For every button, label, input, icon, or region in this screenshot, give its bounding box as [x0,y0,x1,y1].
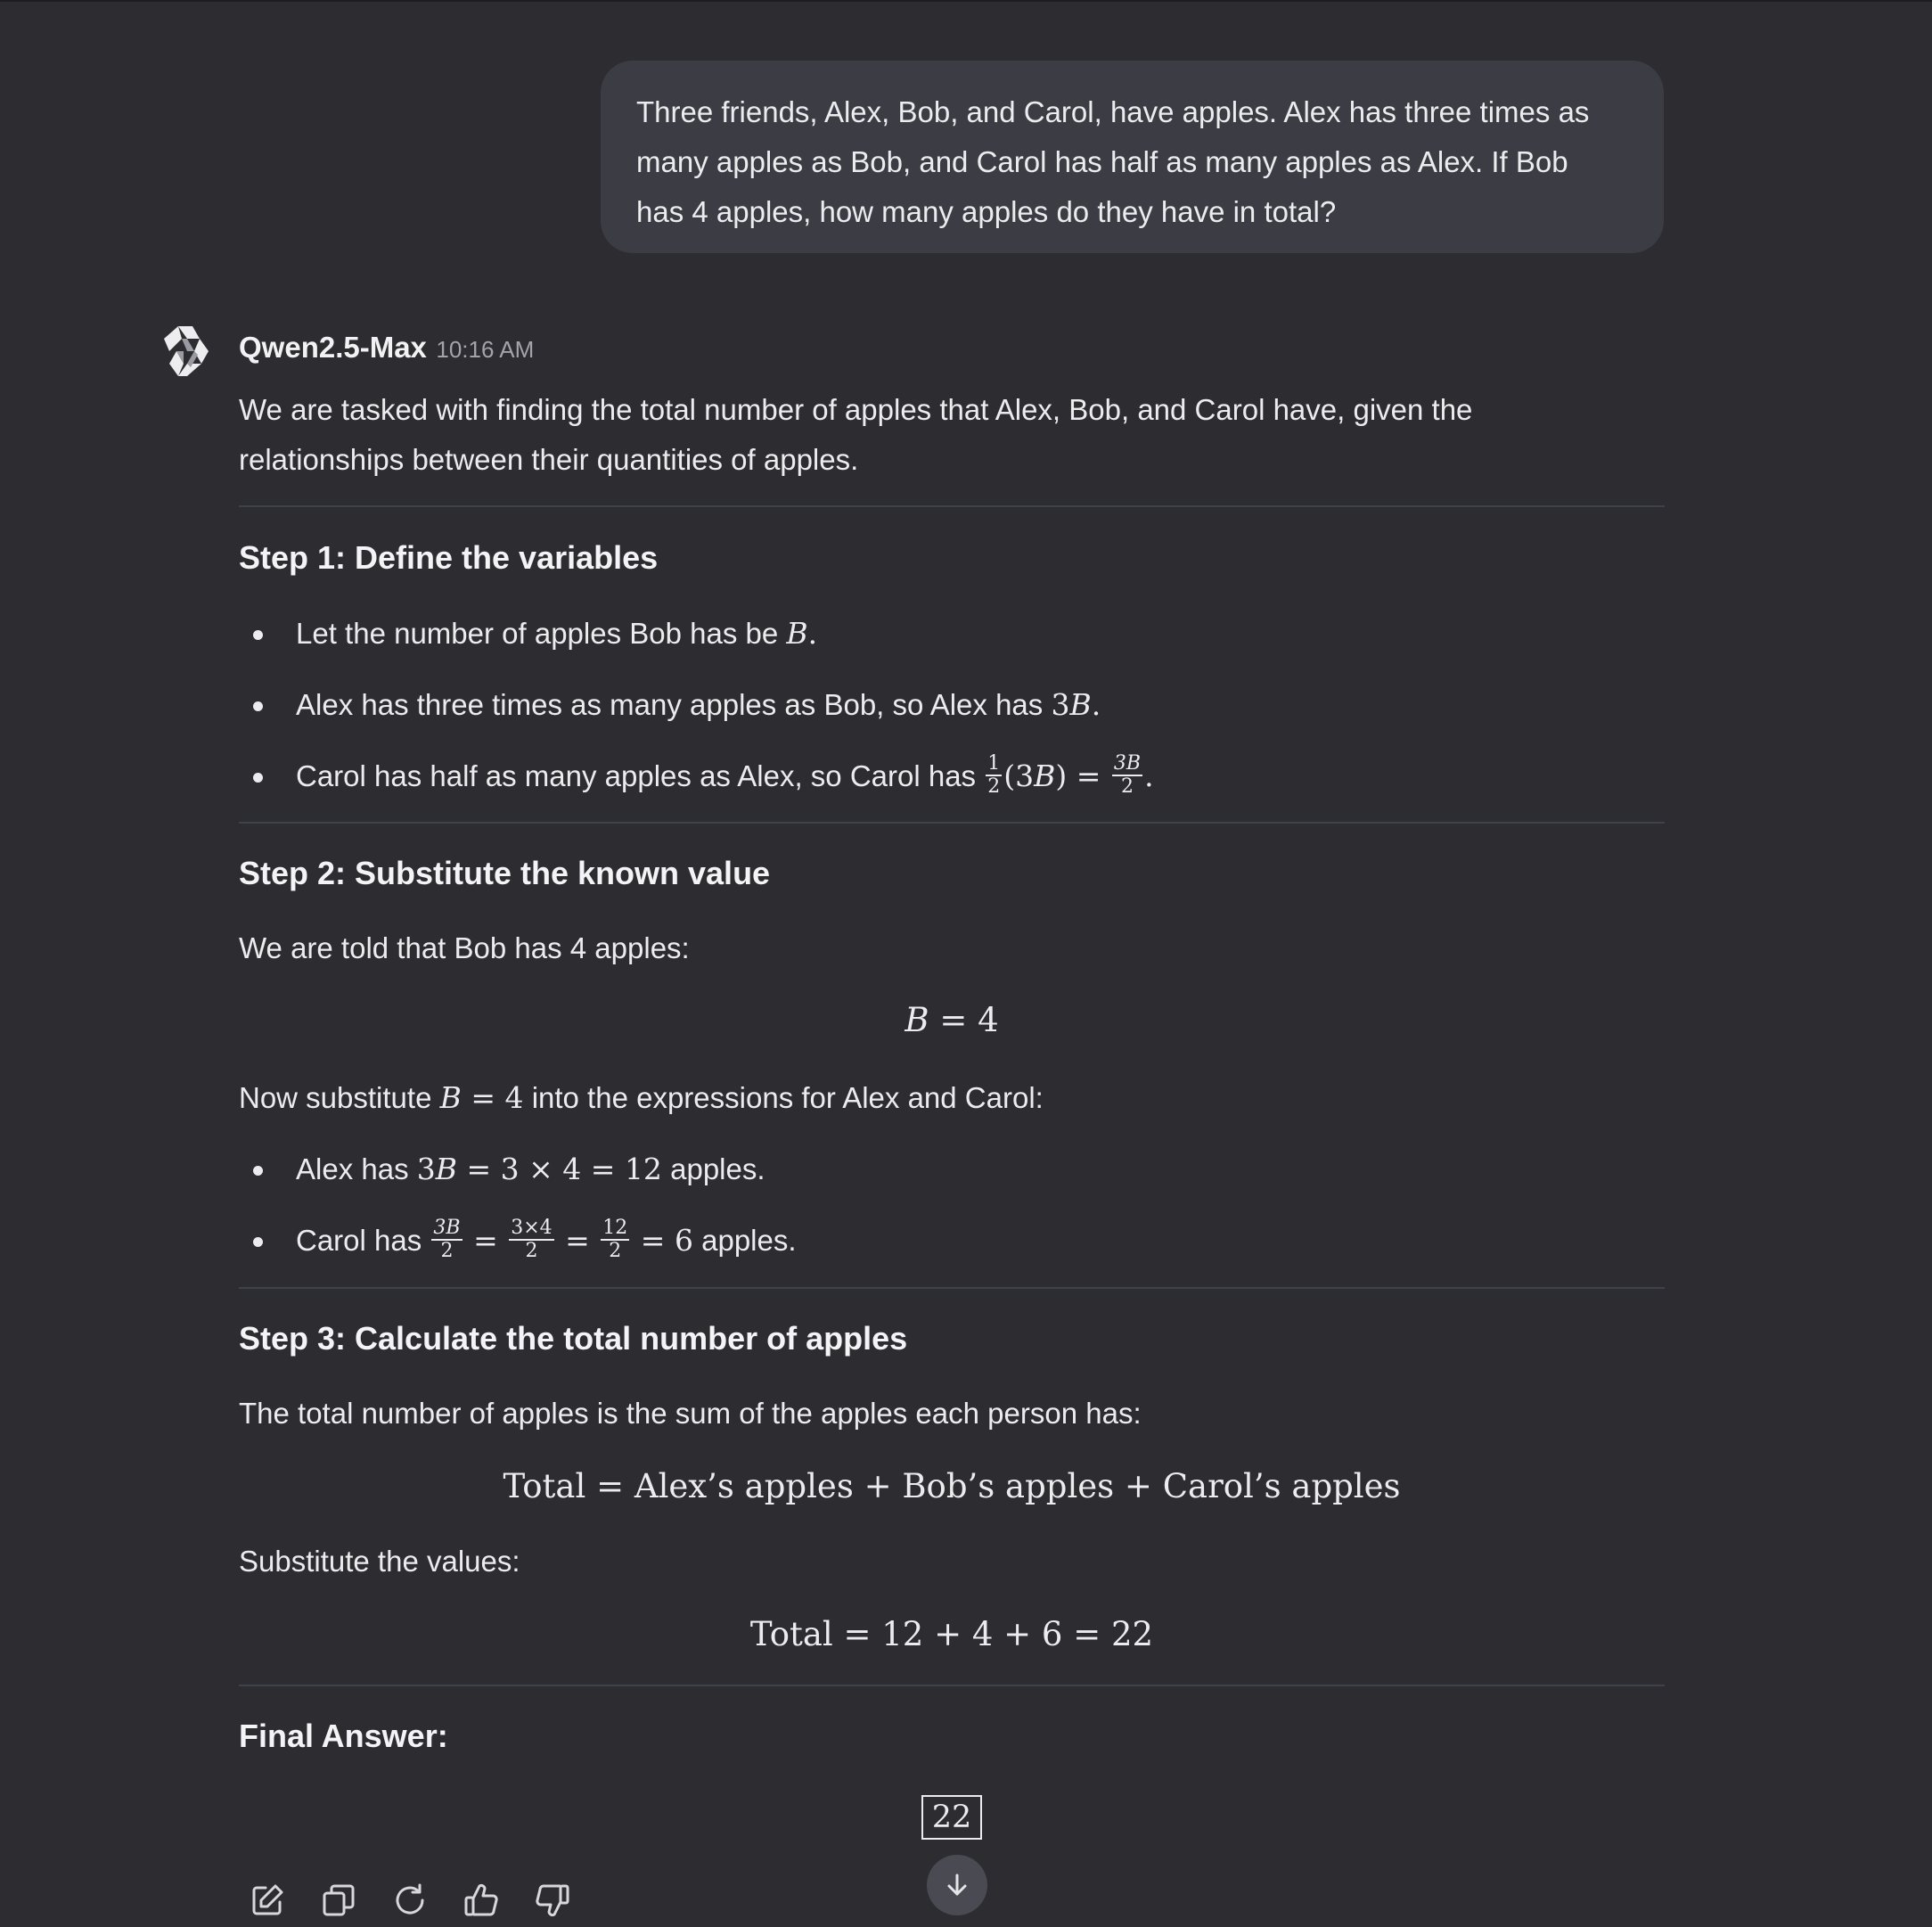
step3-substitute-text: Substitute the values: [239,1545,520,1578]
user-message-line: many apples as Bob, and Carol has half as many apples as Alex. If Bob [636,145,1568,178]
equation-total-values: Total = 12 + 4 + 6 = 22 [749,1615,1154,1653]
bullet-dot [253,1166,263,1176]
thumbs-down-icon[interactable] [533,1881,572,1920]
boxed-answer: 22 [921,1795,983,1840]
scroll-to-bottom-button[interactable] [927,1855,987,1915]
step1-heading: Step 1: Define the variables [239,539,659,576]
intro-line: We are tasked with finding the total number of apples that Alex, Bob, and Carol have, given the [239,393,1473,426]
fraction-half: $\frac{1}{2}$ [987,752,1001,799]
bullet-text: Alex has three times as many apples as Bob, so Alex has [296,688,1044,721]
equation-total-words: Total = Alex’s apples + Bob’s apples + Carol’s apples [503,1467,1401,1505]
step2-told-text: We are told that Bob has 4 apples: [239,931,690,964]
bullet-dot [253,630,263,640]
bullet-text: Let the number of apples Bob has be [296,617,779,650]
qwen-logo-icon [160,323,217,380]
user-message-line: Three friends, Alex, Bob, and Carol, have apples. Alex has three times as [636,95,1590,128]
step3-sum-text: The total number of apples is the sum of the apples each person has: [239,1397,1142,1430]
copy-icon[interactable] [319,1881,358,1920]
user-message-bubble [601,61,1664,253]
message-timestamp: 10:16 AM [436,336,535,363]
arrow-down-icon [943,1871,971,1899]
fraction-12-over-2: $\frac{12}{2}$ [602,1217,628,1263]
fraction-3b-over-2: $\frac{3B}{2}$ [433,1217,461,1263]
bullet-text: Carol has half as many apples as Alex, so Carol has [296,759,977,792]
step2-heading: Step 2: Substitute the known value [239,855,771,891]
bullet-dot [253,773,263,783]
final-answer-box [239,1792,1665,1841]
edit-icon[interactable] [248,1881,287,1920]
final-answer-heading: Final Answer: [239,1718,448,1754]
assistant-intro [239,385,1665,485]
thumbs-up-icon[interactable] [462,1881,501,1920]
equation-b-equals-4: B = 4 [905,1001,999,1039]
window-top-border [0,0,1932,2]
math-var: B [786,616,808,651]
math-var: B [1069,687,1092,722]
intro-line: relationships between their quantities of apples. [239,443,859,476]
step3-heading: Step 3: Calculate the total number of apples [239,1320,908,1357]
model-name: Qwen2.5-Max [239,331,427,364]
math-num: 3 [1051,687,1070,722]
fraction-3b-over-2: $\frac{3B}{2}$ [1113,752,1142,799]
section-divider [239,505,1665,507]
section-divider [239,822,1665,824]
section-divider [239,1287,1665,1289]
user-message-line: has 4 apples, how many apples do they have in total? [636,195,1337,228]
step2-now-text: Now substitute B = 4 into the expressions for Alex and Carol: [239,1080,1044,1115]
bullet-dot [253,1237,263,1247]
assistant-header [239,326,534,369]
bullet-dot [253,701,263,711]
section-divider [239,1685,1665,1686]
regenerate-icon[interactable] [390,1881,430,1920]
fraction-3x4-over-2: $\frac{3\times 4}{2}$ [511,1217,553,1263]
